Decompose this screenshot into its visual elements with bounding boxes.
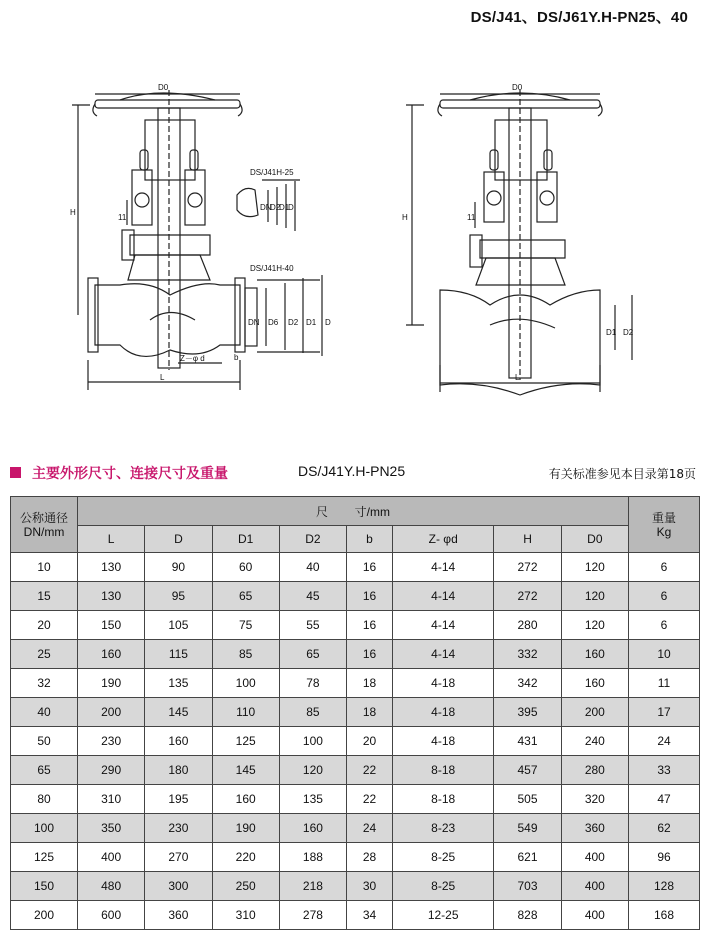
section-title: 主要外形尺寸、连接尺寸及重量 — [32, 466, 228, 482]
model-code-header: DS/J41、DS/J61Y.H-PN25、40 — [470, 9, 688, 26]
table-cell: 145 — [145, 698, 212, 727]
table-cell: 4-18 — [392, 727, 493, 756]
column-header: D1 — [212, 526, 279, 553]
table-cell: 17 — [629, 698, 700, 727]
table-cell: 8-18 — [392, 756, 493, 785]
weight-header — [629, 497, 700, 553]
table-cell: 160 — [78, 640, 145, 669]
table-cell: 310 — [212, 901, 279, 930]
table-cell: 8-23 — [392, 814, 493, 843]
table-cell: 457 — [494, 756, 561, 785]
table-header-row-1 — [11, 497, 700, 526]
right-d2-label: D2 — [623, 328, 634, 337]
table-row — [11, 756, 700, 785]
table-cell: 240 — [561, 727, 628, 756]
column-header: H — [494, 526, 561, 553]
left-d1-label: D1 — [306, 318, 317, 327]
table-cell: 105 — [145, 611, 212, 640]
table-cell: 40 — [11, 698, 78, 727]
table-cell: 6 — [629, 611, 700, 640]
table-cell: 278 — [279, 901, 346, 930]
dn-header — [11, 497, 78, 553]
left-d2-label: D2 — [288, 318, 299, 327]
table-cell: 15 — [11, 582, 78, 611]
table-cell: 360 — [561, 814, 628, 843]
table-cell: 280 — [561, 756, 628, 785]
table-cell: 20 — [11, 611, 78, 640]
left-valve-drawing — [72, 90, 322, 390]
table-cell: 100 — [11, 814, 78, 843]
left-d-label: D — [325, 318, 331, 327]
inset-25-d2: D2 — [270, 203, 281, 212]
table-cell: 45 — [279, 582, 346, 611]
table-cell: 480 — [78, 872, 145, 901]
table-cell: 6 — [629, 553, 700, 582]
table-cell: 34 — [347, 901, 393, 930]
table-cell: 20 — [347, 727, 393, 756]
table-cell: 332 — [494, 640, 561, 669]
right-eleven-label: 11 — [467, 213, 476, 222]
table-row — [11, 843, 700, 872]
column-header: D2 — [279, 526, 346, 553]
table-cell: 130 — [78, 582, 145, 611]
table-cell: 16 — [347, 611, 393, 640]
inset-25-title: DS/J41H-25 — [250, 168, 294, 177]
table-cell: 400 — [561, 843, 628, 872]
table-cell: 395 — [494, 698, 561, 727]
table-cell: 342 — [494, 669, 561, 698]
section-heading — [10, 462, 700, 486]
left-zphid-label: Z－φ d — [180, 354, 205, 363]
table-cell: 78 — [279, 669, 346, 698]
table-cell: 65 — [212, 582, 279, 611]
weight-header-line1: 重量 — [651, 510, 676, 525]
table-cell: 47 — [629, 785, 700, 814]
table-cell: 4-14 — [392, 553, 493, 582]
table-cell: 160 — [145, 727, 212, 756]
table-cell: 120 — [561, 582, 628, 611]
table-cell: 180 — [145, 756, 212, 785]
inset-25-dn: DN — [260, 203, 272, 212]
right-d0-label: D0 — [512, 83, 523, 92]
weight-header-line2: Kg — [656, 524, 672, 539]
table-cell: 300 — [145, 872, 212, 901]
table-cell: 400 — [78, 843, 145, 872]
table-cell: 16 — [347, 640, 393, 669]
table-cell: 230 — [78, 727, 145, 756]
column-header: D — [145, 526, 212, 553]
dimension-header: 尺 寸/mm — [78, 497, 629, 526]
table-cell: 130 — [78, 553, 145, 582]
table-cell: 150 — [78, 611, 145, 640]
table-cell: 360 — [145, 901, 212, 930]
table-cell: 128 — [629, 872, 700, 901]
table-cell: 290 — [78, 756, 145, 785]
table-cell: 160 — [561, 669, 628, 698]
table-cell: 431 — [494, 727, 561, 756]
table-cell: 75 — [212, 611, 279, 640]
table-cell: 150 — [11, 872, 78, 901]
table-cell: 120 — [279, 756, 346, 785]
table-cell: 310 — [78, 785, 145, 814]
table-cell: 200 — [78, 698, 145, 727]
table-row — [11, 698, 700, 727]
table-cell: 55 — [279, 611, 346, 640]
table-cell: 135 — [279, 785, 346, 814]
right-valve-drawing — [406, 90, 632, 395]
spec-table — [10, 496, 700, 930]
left-dn-label: DN — [248, 318, 260, 327]
table-cell: 96 — [629, 843, 700, 872]
table-cell: 188 — [279, 843, 346, 872]
inset-40-title: DS/J41H-40 — [250, 264, 294, 273]
table-cell: 621 — [494, 843, 561, 872]
table-row — [11, 785, 700, 814]
table-cell: 280 — [494, 611, 561, 640]
table-cell: 90 — [145, 553, 212, 582]
column-header: D0 — [561, 526, 628, 553]
table-cell: 218 — [279, 872, 346, 901]
column-header: b — [347, 526, 393, 553]
table-cell: 4-14 — [392, 611, 493, 640]
table-cell: 65 — [11, 756, 78, 785]
left-d0-label: D0 — [158, 83, 169, 92]
table-cell: 60 — [212, 553, 279, 582]
table-cell: 4-14 — [392, 582, 493, 611]
table-cell: 25 — [11, 640, 78, 669]
table-cell: 40 — [279, 553, 346, 582]
table-cell: 168 — [629, 901, 700, 930]
table-cell: 110 — [212, 698, 279, 727]
column-header: L — [78, 526, 145, 553]
left-l-label: L — [160, 373, 165, 382]
dn-header-line2: DN/mm — [23, 524, 65, 539]
table-cell: 4-14 — [392, 640, 493, 669]
table-cell: 11 — [629, 669, 700, 698]
table-cell: 160 — [212, 785, 279, 814]
table-row — [11, 872, 700, 901]
dn-header-line1: 公称通径 — [19, 510, 68, 525]
table-cell: 200 — [11, 901, 78, 930]
table-cell: 8-18 — [392, 785, 493, 814]
table-cell: 24 — [629, 727, 700, 756]
table-cell: 100 — [212, 669, 279, 698]
table-cell: 190 — [78, 669, 145, 698]
table-cell: 4-18 — [392, 669, 493, 698]
table-cell: 33 — [629, 756, 700, 785]
table-cell: 549 — [494, 814, 561, 843]
table-cell: 100 — [279, 727, 346, 756]
table-cell: 8-25 — [392, 872, 493, 901]
table-cell: 220 — [212, 843, 279, 872]
table-cell: 125 — [212, 727, 279, 756]
table-row — [11, 727, 700, 756]
table-cell: 195 — [145, 785, 212, 814]
section-reference: 有关标准参见本目录第18页 — [548, 467, 696, 481]
table-cell: 16 — [347, 553, 393, 582]
table-cell: 85 — [279, 698, 346, 727]
left-eleven-label: 11 — [118, 213, 127, 222]
table-row — [11, 669, 700, 698]
inset-25-d: D — [288, 203, 294, 212]
table-cell: 10 — [629, 640, 700, 669]
table-cell: 145 — [212, 756, 279, 785]
table-cell: 505 — [494, 785, 561, 814]
table-cell: 18 — [347, 698, 393, 727]
table-cell: 160 — [561, 640, 628, 669]
table-cell: 703 — [494, 872, 561, 901]
table-cell: 600 — [78, 901, 145, 930]
table-cell: 50 — [11, 727, 78, 756]
table-cell: 65 — [279, 640, 346, 669]
table-cell: 272 — [494, 553, 561, 582]
table-cell: 30 — [347, 872, 393, 901]
table-cell: 8-25 — [392, 843, 493, 872]
table-row — [11, 814, 700, 843]
table-cell: 120 — [561, 611, 628, 640]
table-row — [11, 640, 700, 669]
section-model: DS/J41Y.H-PN25 — [298, 463, 406, 479]
table-cell: 250 — [212, 872, 279, 901]
table-cell: 160 — [279, 814, 346, 843]
right-d1-label: D1 — [606, 328, 617, 337]
table-cell: 272 — [494, 582, 561, 611]
table-cell: 16 — [347, 582, 393, 611]
left-d6-label: D6 — [268, 318, 279, 327]
table-cell: 22 — [347, 756, 393, 785]
table-row — [11, 553, 700, 582]
table-cell: 828 — [494, 901, 561, 930]
table-cell: 4-18 — [392, 698, 493, 727]
table-cell: 320 — [561, 785, 628, 814]
table-cell: 120 — [561, 553, 628, 582]
table-cell: 18 — [347, 669, 393, 698]
table-cell: 12-25 — [392, 901, 493, 930]
table-cell: 135 — [145, 669, 212, 698]
column-header: Z- φd — [392, 526, 493, 553]
table-row — [11, 582, 700, 611]
table-cell: 200 — [561, 698, 628, 727]
valve-drawings — [0, 50, 710, 410]
table-cell: 400 — [561, 872, 628, 901]
table-cell: 190 — [212, 814, 279, 843]
right-l-label: L — [515, 373, 520, 382]
table-row — [11, 901, 700, 930]
table-cell: 6 — [629, 582, 700, 611]
table-cell: 230 — [145, 814, 212, 843]
table-cell: 85 — [212, 640, 279, 669]
table-cell: 115 — [145, 640, 212, 669]
table-cell: 80 — [11, 785, 78, 814]
table-cell: 28 — [347, 843, 393, 872]
left-h-label: H — [70, 208, 76, 217]
table-cell: 10 — [11, 553, 78, 582]
table-cell: 24 — [347, 814, 393, 843]
inset-25-d1: D1 — [279, 203, 290, 212]
left-b-label: b — [234, 353, 239, 362]
table-cell: 22 — [347, 785, 393, 814]
table-cell: 350 — [78, 814, 145, 843]
section-marker — [10, 467, 21, 478]
table-cell: 125 — [11, 843, 78, 872]
table-header-row-2 — [11, 526, 700, 553]
table-cell: 62 — [629, 814, 700, 843]
table-cell: 270 — [145, 843, 212, 872]
table-cell: 32 — [11, 669, 78, 698]
table-cell: 400 — [561, 901, 628, 930]
table-cell: 95 — [145, 582, 212, 611]
table-row — [11, 611, 700, 640]
right-h-label: H — [402, 213, 408, 222]
